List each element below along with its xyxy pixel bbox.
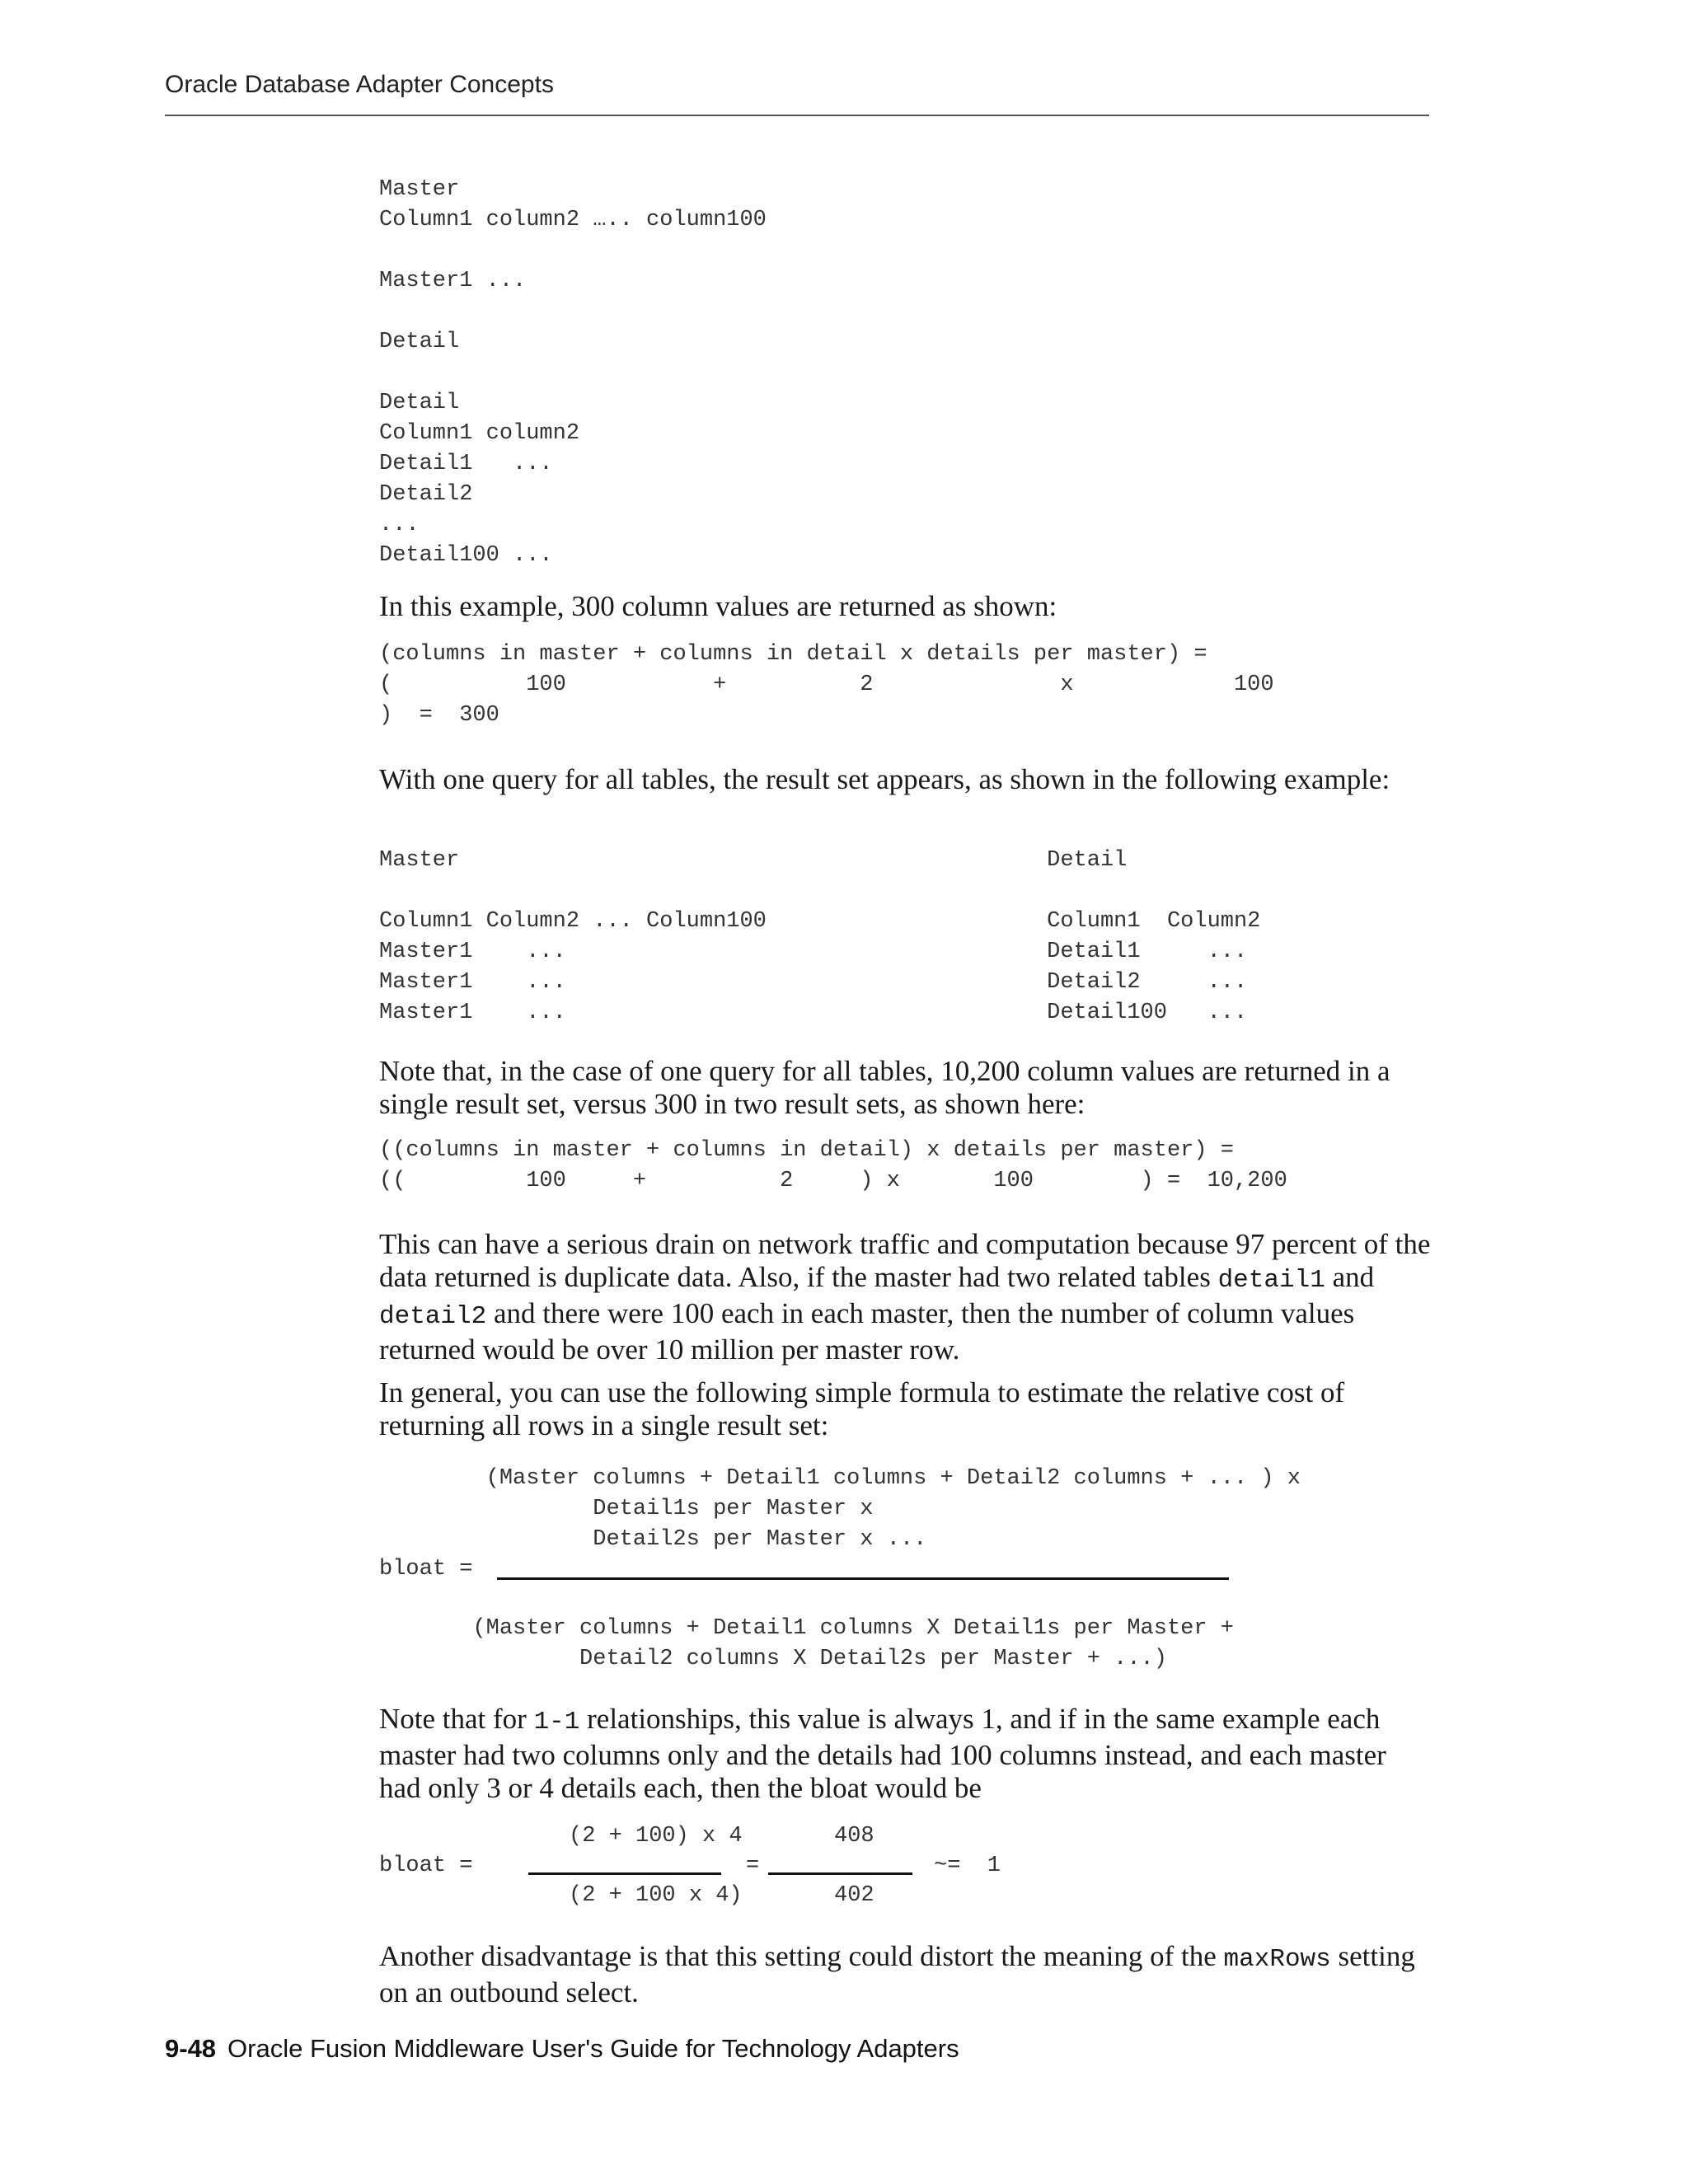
bloat-example-den-right: 402: [834, 1883, 874, 1908]
paragraph-network-drain: This can have a serious drain on network traffic and computation because 97 percent of the data returned is duplicate data. Also, if the master had two related tables detail1 and detail2 and there were 100 each in each master, then the number of column values returned would be over 10 million per master row.: [379, 1228, 1431, 1366]
bloat-example-label: bloat =: [379, 1854, 473, 1878]
formula-bloat-label: bloat =: [379, 1557, 473, 1582]
book-title: Oracle Fusion Middleware User's Guide for Technology Adapters: [227, 2034, 959, 2063]
paragraph-10200-values: Note that, in the case of one query for all tables, 10,200 column values are returned in a single result set, versus 300 in two result sets, as shown here:: [379, 1055, 1390, 1120]
formula-fraction-bar: [497, 1577, 1229, 1580]
code-master-detail-listing: Master Column1 column2 ….. column100 Master1 ... Detail Detail Column1 column2 Detail1 ... Detail2 ... Detail100 ...: [379, 177, 767, 568]
header-rule: [165, 115, 1429, 116]
bloat-example-den-left: (2 + 100 x 4): [569, 1883, 743, 1908]
paragraph-one-to-one: Note that for 1-1 relationships, this value is always 1, and if in the same example each master had two columns only and the details had 100 columns instead, and each master had only 3 or 4 details each, then the bloat would be: [379, 1703, 1386, 1804]
bloat-example-equals: =: [746, 1854, 760, 1878]
paragraph-general-formula: In general, you can use the following simple formula to estimate the relative cost of returning all rows in a single result set:: [379, 1376, 1345, 1441]
inline-code-maxrows: maxRows: [1223, 1945, 1331, 1974]
running-footer: [165, 2034, 959, 2064]
paragraph-maxrows: Another disadvantage is that this setting could distort the meaning of the maxRows setting on an outbound select.: [379, 1940, 1415, 2008]
code-single-result-set: Master Detail Column1 Column2 ... Column100 Column1 Column2 Master1 ... Detail1 ... Master1 ... Detail2 ... Master1 ... Detail100 ...: [379, 848, 1261, 1025]
code-column-count-300: (columns in master + columns in detail x details per master) = ( 100 + 2 x 100 ) = 300: [379, 642, 1274, 728]
inline-code-detail2: detail2: [379, 1302, 487, 1331]
bloat-example-num-left: (2 + 100) x 4: [569, 1824, 743, 1849]
running-header: Oracle Database Adapter Concepts: [165, 71, 554, 98]
paragraph-300-values: In this example, 300 column values are returned as shown:: [379, 590, 1057, 622]
formula-bloat-numerator: (Master columns + Detail1 columns + Detail2 columns + ... ) x Detail1s per Master x Detail2s per Master x ...: [485, 1466, 1301, 1552]
paragraph-one-query: With one query for all tables, the result set appears, as shown in the following example:: [379, 763, 1390, 795]
formula-bloat-denominator: (Master columns + Detail1 columns X Detail1s per Master + Detail2 columns X Detail2s per Master + ...): [472, 1616, 1234, 1671]
page-number: 9-48: [165, 2034, 217, 2063]
inline-code-1-1: 1-1: [533, 1708, 580, 1736]
bloat-example-num-right: 408: [834, 1824, 874, 1849]
inline-code-detail1: detail1: [1217, 1266, 1325, 1295]
bloat-example-bar-right: [768, 1872, 912, 1875]
code-column-count-10200: ((columns in master + columns in detail) x details per master) = (( 100 + 2 ) x 100 ) = 10,200: [379, 1138, 1287, 1193]
bloat-example-bar-left: [528, 1872, 721, 1875]
bloat-example-approx: ~= 1: [934, 1854, 1001, 1878]
